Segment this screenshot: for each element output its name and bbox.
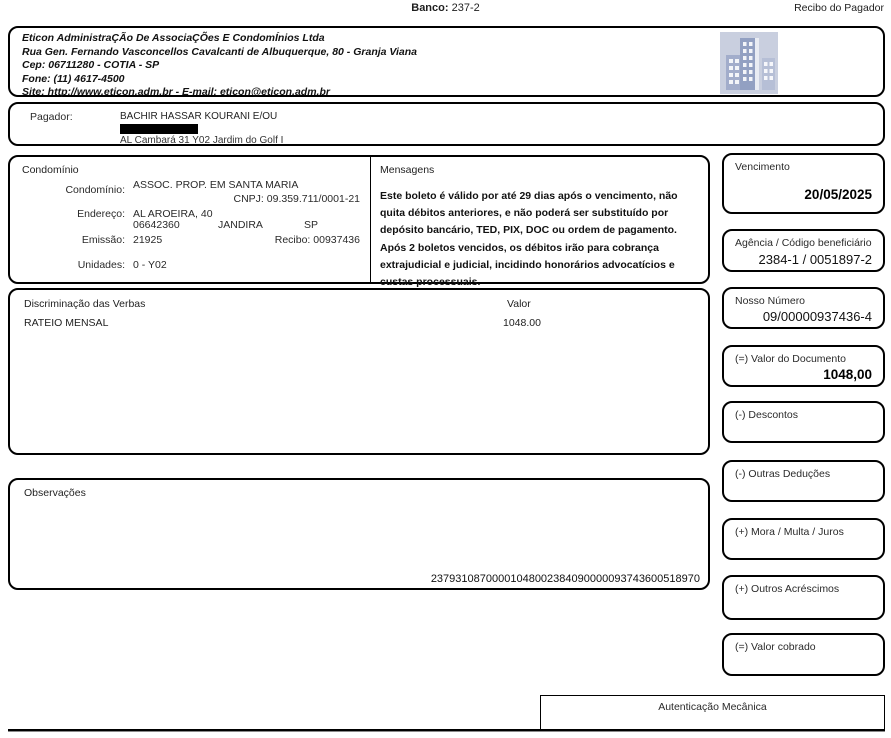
condo-emission-label: Emissão: <box>81 234 125 246</box>
our-number-box <box>722 287 885 329</box>
condo-address-cep: 06642360 <box>133 219 180 231</box>
condo-units-value: 0 - Y02 <box>133 259 167 271</box>
message-line: quita débitos anteriores, e não poderá ser substituído por <box>380 207 669 220</box>
condo-emission-value: 21925 <box>133 234 163 246</box>
observations-section-title: Observações <box>24 487 86 499</box>
agency-code-label: Agência / Código beneficiário <box>735 237 872 249</box>
bank-number: 237-2 <box>451 2 480 14</box>
bottom-cut-line <box>8 729 885 732</box>
payer-name: BACHIR HASSAR KOURANI E/OU <box>120 111 278 122</box>
verbas-box <box>8 288 710 455</box>
verbas-value-header: Valor <box>507 298 531 310</box>
agency-code-value: 2384-1 / 0051897-2 <box>758 252 872 267</box>
company-info-box <box>8 26 885 97</box>
bank-header <box>0 2 891 14</box>
interest-penalty-label: (+) Mora / Multa / Juros <box>735 526 844 538</box>
verbas-section-title: Discriminação das Verbas <box>24 298 146 310</box>
messages-body <box>380 188 705 291</box>
section-divider <box>370 157 371 282</box>
discounts-box <box>722 401 885 443</box>
message-line: custas processuais. <box>380 276 481 289</box>
message-line: extrajudicial e judicial, incidindo honorários advocatícios e <box>380 258 675 271</box>
payer-receipt-label: Recibo do Pagador <box>794 2 884 14</box>
charged-value-box <box>722 633 885 676</box>
condo-section-title: Condomínio <box>22 164 79 176</box>
digitable-line-number: 23793108700001048002384090000093743600518970 <box>430 573 700 585</box>
condo-name-value: ASSOC. PROP. EM SANTA MARIA <box>133 179 299 191</box>
document-value-label: (=) Valor do Documento <box>735 353 846 365</box>
observations-box <box>8 478 710 590</box>
due-date-value: 20/05/2025 <box>804 187 872 202</box>
payer-label: Pagador: <box>30 111 73 123</box>
condo-units-label: Unidades: <box>77 259 125 271</box>
condo-cnpj: CNPJ: 09.359.711/0001-21 <box>233 193 360 205</box>
condo-messages-box <box>8 155 710 289</box>
company-phone: Fone: (11) 4617-4500 <box>22 72 125 85</box>
other-additions-label: (+) Outros Acréscimos <box>735 583 840 595</box>
other-deductions-box <box>722 460 885 502</box>
our-number-label: Nosso Número <box>735 295 806 307</box>
company-street: Rua Gen. Fernando Vasconcellos Cavalcanti de Albuquerque, 80 - Granja Viana <box>22 45 418 58</box>
agency-code-box <box>722 229 885 272</box>
interest-penalty-box <box>722 518 885 560</box>
mechanical-authentication-box <box>540 695 885 730</box>
verbas-row-description: RATEIO MENSAL <box>24 317 109 329</box>
message-line: depósito bancário, TED, PIX, DOC ou ordem de pagamento. <box>380 224 677 237</box>
condo-address-label: Endereço: <box>77 208 125 220</box>
message-line: Este boleto é válido por até 29 dias após o vencimento, não <box>380 190 678 202</box>
condo-name-label: Condomínio: <box>65 184 125 196</box>
verbas-row-value: 1048.00 <box>503 317 541 329</box>
other-additions-box <box>722 575 885 620</box>
charged-value-label: (=) Valor cobrado <box>735 641 816 653</box>
company-info-text <box>22 32 417 100</box>
messages-section-title: Mensagens <box>380 164 435 176</box>
document-value-value: 1048,00 <box>823 367 872 382</box>
due-date-box <box>722 153 885 214</box>
our-number-value: 09/00000937436-4 <box>762 309 872 324</box>
condo-address-city: JANDIRA <box>218 219 263 231</box>
condo-receipt-number: Recibo: 00937436 <box>274 234 360 246</box>
buildings-icon <box>720 32 778 94</box>
company-name: Eticon AdministraÇÃo De AssociaÇÕes E CondomÍnios Ltda <box>22 32 325 44</box>
payer-redacted-bar <box>120 124 198 134</box>
company-cep: Cep: 06711280 - COTIA - SP <box>22 59 160 72</box>
condo-address-line1: AL AROEIRA, 40 <box>133 208 213 220</box>
due-date-label: Vencimento <box>735 161 790 173</box>
document-value-box <box>722 345 885 387</box>
bank-label: Banco: <box>411 2 449 14</box>
condo-address-state: SP <box>304 219 319 231</box>
discounts-label: (-) Descontos <box>735 409 799 421</box>
payer-address: AL Cambará 31 Y02 Jardim do Golf I <box>120 135 284 146</box>
message-line: Após 2 boletos vencidos, os débitos irão para cobrança <box>380 241 659 254</box>
other-deductions-label: (-) Outras Deduções <box>735 468 831 480</box>
company-site-email: Site: http://www.eticon.adm.br - E-mail: eticon@eticon.adm.br <box>22 86 330 99</box>
payer-box <box>8 102 885 146</box>
mechanical-authentication-label: Autenticação Mecânica <box>658 701 767 713</box>
